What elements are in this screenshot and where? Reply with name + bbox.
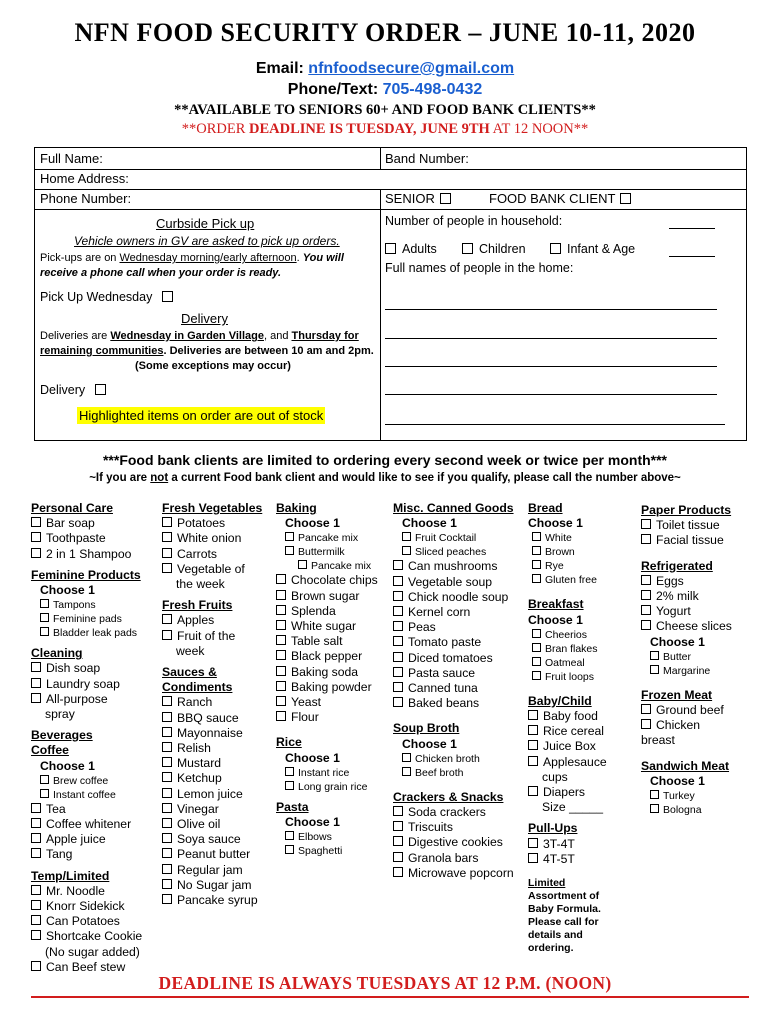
limited-text: Baby Formula. <box>528 903 601 916</box>
section-cleaning: Cleaning <box>31 646 83 661</box>
list-item[interactable]: 2% milk <box>641 589 759 604</box>
list-item[interactable]: Chick noodle soup <box>393 590 527 605</box>
list-item-cont: breast <box>641 733 675 748</box>
children-option[interactable] <box>462 242 526 256</box>
footer-deadline: DEADLINE IS ALWAYS TUESDAYS AT 12 P.M. (NOON) <box>158 973 612 993</box>
food-bank-option[interactable] <box>489 191 631 206</box>
food-bank-label: FOOD BANK CLIENT <box>489 191 616 206</box>
list-item[interactable]: Spaghetti <box>276 844 388 858</box>
delivery-exceptions: (Some exceptions may occur) <box>135 360 291 372</box>
list-item[interactable]: Baking powder <box>276 680 388 695</box>
list-item[interactable]: Bran flakes <box>528 642 638 656</box>
list-item[interactable]: Peas <box>393 620 527 635</box>
diaper-size-field[interactable]: Size _____ <box>542 800 603 815</box>
delivery-option[interactable] <box>40 383 106 397</box>
column-2 <box>162 501 274 908</box>
list-item[interactable]: Chicken broth <box>393 752 527 766</box>
delivery-label: Delivery <box>40 383 86 397</box>
list-item[interactable]: Flour <box>276 710 388 725</box>
list-item[interactable]: Brown sugar <box>276 589 388 604</box>
pickup-time: Wednesday morning/early afternoon <box>119 252 297 264</box>
delivery-hours: . Deliveries are between 10 am and 2pm. <box>163 345 374 357</box>
section-coffee: Coffee <box>31 743 69 758</box>
limit-notice: ***Food bank clients are limited to ordering every second week or twice per month*** <box>102 452 668 468</box>
email-label: Email: <box>255 60 304 77</box>
list-item[interactable]: Vinegar <box>162 802 274 817</box>
list-item[interactable]: Buttermilk <box>276 545 388 559</box>
list-item[interactable]: Yeast <box>276 695 388 710</box>
full-name-field[interactable]: Full Name: <box>40 151 103 166</box>
list-item[interactable]: Pancake syrup <box>162 893 274 908</box>
list-item[interactable]: Yogurt <box>641 604 759 619</box>
list-item[interactable]: Long grain rice <box>276 780 388 794</box>
deadline-bold: DEADLINE IS TUESDAY, JUNE 9TH <box>249 121 490 137</box>
list-item[interactable]: Bladder leak pads <box>31 626 159 640</box>
list-item[interactable]: Black pepper <box>276 649 388 664</box>
list-item[interactable]: Baby food <box>528 709 638 724</box>
section-sandwich-meat: Sandwich Meat <box>641 758 730 773</box>
list-item[interactable]: Ketchup <box>162 771 274 786</box>
deadline-prefix: **ORDER <box>181 121 250 137</box>
senior-label: SENIOR <box>385 191 435 206</box>
list-item[interactable]: Rye <box>528 559 638 573</box>
list-item[interactable]: Sliced peaches <box>393 545 527 559</box>
full-names-label: Full names of people in the home: <box>385 261 574 275</box>
household-count-label: Number of people in household: <box>385 214 563 228</box>
section-limited: Limited <box>528 877 566 890</box>
list-item[interactable]: Relish <box>162 741 274 756</box>
list-item[interactable]: Fruit Cocktail <box>393 531 527 545</box>
list-item[interactable]: All-purpose <box>31 692 159 707</box>
section-refrigerated: Refrigerated <box>641 558 713 573</box>
list-item[interactable]: Laundry soap <box>31 677 159 692</box>
choose-one: Choose 1 <box>285 516 340 531</box>
delivery-thursday: Thursday for remaining communities <box>40 330 359 357</box>
list-item[interactable]: Beef broth <box>393 766 527 780</box>
qualify-notice <box>0 472 770 484</box>
list-item[interactable]: Cheerios <box>528 628 638 642</box>
adults-label: Adults <box>402 242 437 256</box>
list-item[interactable]: White sugar <box>276 619 388 634</box>
delivery-text: Deliveries are <box>40 330 111 342</box>
adults-option[interactable] <box>385 242 437 256</box>
list-item-cont: cups <box>542 769 568 784</box>
list-item[interactable]: Rice cereal <box>528 724 638 739</box>
food-bank-checkbox[interactable] <box>620 193 631 204</box>
list-item[interactable]: Mr. Noodle <box>31 884 159 899</box>
infant-option[interactable] <box>550 242 635 256</box>
list-item[interactable]: Digestive cookies <box>393 835 527 850</box>
list-item[interactable]: Cheese slices <box>641 619 759 634</box>
list-item[interactable]: Tomato paste <box>393 635 527 650</box>
infant-checkbox[interactable] <box>550 243 561 254</box>
list-item[interactable]: Microwave popcorn <box>393 866 527 881</box>
pickup-callback: You will receive a phone call when your order is ready. <box>40 252 344 279</box>
section-condiments: Condiments <box>162 680 233 695</box>
list-item[interactable]: BBQ sauce <box>162 711 274 726</box>
list-item[interactable]: Toothpaste <box>31 531 159 546</box>
section-pasta: Pasta <box>276 799 309 814</box>
list-item[interactable]: Olive oil <box>162 817 274 832</box>
list-item[interactable]: Applesauce <box>528 755 638 770</box>
page-title: NFN FOOD SECURITY ORDER – JUNE 10-11, 2020 <box>74 18 696 47</box>
section-pull-ups: Pull-Ups <box>528 821 578 836</box>
choose-one: Choose 1 <box>528 516 583 531</box>
list-item[interactable]: Facial tissue <box>641 533 759 548</box>
qualify-post: a current Food bank client and would like to see if you qualify, please call the number above~ <box>168 472 681 484</box>
list-item[interactable]: Margarine <box>641 664 759 678</box>
list-item[interactable]: Eggs <box>641 574 759 589</box>
list-item[interactable]: Baking soda <box>276 665 388 680</box>
list-item[interactable]: Brew coffee <box>31 774 159 788</box>
section-paper-products: Paper Products <box>641 503 732 517</box>
home-address-field[interactable]: Home Address: <box>40 171 129 186</box>
list-item[interactable]: Diced tomatoes <box>393 651 527 666</box>
choose-one: Choose 1 <box>402 736 457 751</box>
phone-number: 705-498-0432 <box>382 81 483 98</box>
list-item[interactable]: Coffee whitener <box>31 817 159 832</box>
delivery-sep: , and <box>263 330 292 342</box>
name-line[interactable] <box>385 424 725 425</box>
pickup-info <box>40 251 365 281</box>
list-item[interactable]: Shortcake Cookie <box>31 929 159 944</box>
list-item[interactable]: Fruit of the <box>162 629 274 644</box>
choose-one: Choose 1 <box>285 750 340 765</box>
list-item[interactable]: Knorr Sidekick <box>31 899 159 914</box>
list-item[interactable]: Soda crackers <box>393 805 527 820</box>
children-label: Children <box>479 242 526 256</box>
choose-one: Choose 1 <box>285 815 340 830</box>
list-item[interactable]: Lemon juice <box>162 787 274 802</box>
choose-one: Choose 1 <box>40 583 95 598</box>
section-soup-broth: Soup Broth <box>393 721 460 736</box>
list-item[interactable]: White <box>528 531 638 545</box>
pickup-wednesday-checkbox[interactable] <box>162 291 173 302</box>
list-item[interactable]: Dish soap <box>31 661 159 676</box>
list-item[interactable]: Tang <box>31 847 159 862</box>
list-item[interactable]: Chocolate chips <box>276 573 388 588</box>
list-item[interactable]: Juice Box <box>528 739 638 754</box>
list-item[interactable]: Instant rice <box>276 766 388 780</box>
list-item-cont-text: Pancake mix <box>311 560 372 573</box>
name-line[interactable] <box>385 338 717 339</box>
section-fresh-fruits: Fresh Fruits <box>162 598 233 613</box>
choose-one: Choose 1 <box>650 773 705 788</box>
list-item[interactable]: 3T-4T <box>528 837 638 852</box>
email-line <box>0 60 770 78</box>
section-temp-limited: Temp/Limited <box>31 868 110 883</box>
list-item[interactable]: Can Potatoes <box>31 914 159 929</box>
list-item[interactable]: Pasta sauce <box>393 666 527 681</box>
list-item[interactable]: Splenda <box>276 604 388 619</box>
list-item[interactable]: Potatoes <box>162 516 274 531</box>
senior-option[interactable] <box>385 191 451 206</box>
list-item[interactable]: Instant coffee <box>31 788 159 802</box>
section-baby-child: Baby/Child <box>528 693 592 708</box>
list-item[interactable]: White onion <box>162 531 274 546</box>
list-item[interactable]: Triscuits <box>393 820 527 835</box>
list-item-cont: week <box>176 643 205 658</box>
list-item-cont: spray <box>45 707 75 722</box>
section-personal-care: Personal Care <box>31 501 113 515</box>
name-line[interactable] <box>385 309 717 310</box>
section-crackers-snacks: Crackers & Snacks <box>393 789 504 804</box>
list-item[interactable]: Fruit loops <box>528 670 638 684</box>
list-item[interactable]: Regular jam <box>162 863 274 878</box>
pickup-sep: . <box>296 252 303 264</box>
curbside-note: Vehicle owners in GV are asked to pick up orders. <box>74 234 340 248</box>
phone-line <box>0 81 770 99</box>
delivery-gv: Wednesday in Garden Village <box>110 330 264 342</box>
section-baking: Baking <box>276 501 317 515</box>
client-info-form <box>34 147 747 441</box>
list-item[interactable]: Kernel corn <box>393 605 527 620</box>
infant-label: Infant & Age <box>567 242 636 256</box>
curbside-title: Curbside Pick up <box>156 216 255 231</box>
list-item[interactable]: Diapers <box>528 785 638 800</box>
email-link[interactable]: nfnfoodsecure@gmail.com <box>308 60 515 77</box>
section-beverages: Beverages <box>31 728 93 743</box>
phone-label: Phone/Text: <box>287 81 379 98</box>
list-item[interactable]: Toilet tissue <box>641 518 759 533</box>
list-item[interactable]: Mustard <box>162 756 274 771</box>
list-item[interactable]: Feminine pads <box>31 612 159 626</box>
list-item[interactable]: Carrots <box>162 547 274 562</box>
column-1 <box>31 501 159 975</box>
qualify-pre: ~If you are <box>89 472 151 484</box>
list-item[interactable]: Tea <box>31 802 159 817</box>
limited-text: details and <box>528 929 583 942</box>
choose-one: Choose 1 <box>40 758 95 773</box>
list-item[interactable]: Elbows <box>276 830 388 844</box>
list-item-cont <box>276 559 388 573</box>
pickup-wednesday-option[interactable] <box>40 290 173 304</box>
available-notice: **AVAILABLE TO SENIORS 60+ AND FOOD BANK CLIENTS** <box>174 102 596 118</box>
section-frozen-meat: Frozen Meat <box>641 687 713 702</box>
list-item[interactable]: Bar soap <box>31 516 159 531</box>
name-line[interactable] <box>385 394 717 395</box>
list-item[interactable]: Canned tuna <box>393 681 527 696</box>
list-item-cont: (No sugar added) <box>45 944 140 959</box>
deadline-suffix: AT 12 NOON** <box>489 121 589 137</box>
list-item[interactable]: Peanut butter <box>162 847 274 862</box>
list-item[interactable]: No Sugar jam <box>162 878 274 893</box>
list-item[interactable]: Pancake mix <box>276 531 388 545</box>
list-item[interactable]: 4T-5T <box>528 852 638 867</box>
list-item[interactable]: Vegetable soup <box>393 575 527 590</box>
list-item[interactable]: Soya sauce <box>162 832 274 847</box>
column-4 <box>393 501 527 881</box>
qualify-not: not <box>150 472 169 484</box>
limited-text: Assortment of <box>528 890 600 903</box>
section-bread: Bread <box>528 501 563 515</box>
list-item[interactable]: Vegetable of <box>162 562 274 577</box>
column-6 <box>641 503 759 817</box>
list-item[interactable]: Granola bars <box>393 851 527 866</box>
choose-one: Choose 1 <box>650 634 705 649</box>
order-deadline <box>0 121 770 138</box>
pickup-text: Pick-ups are on <box>40 252 120 264</box>
name-line[interactable] <box>385 366 717 367</box>
phone-number-field[interactable]: Phone Number: <box>40 191 132 206</box>
section-breakfast: Breakfast <box>528 597 584 612</box>
section-sauces: Sauces & <box>162 665 217 680</box>
list-item[interactable]: Ground beef <box>641 703 759 718</box>
column-3 <box>276 501 388 858</box>
band-number-field[interactable]: Band Number: <box>385 151 469 166</box>
senior-checkbox[interactable] <box>440 193 451 204</box>
adults-checkbox[interactable] <box>385 243 396 254</box>
list-item[interactable]: Brown <box>528 545 638 559</box>
list-item[interactable]: Apple juice <box>31 832 159 847</box>
list-item[interactable]: Ranch <box>162 695 274 710</box>
limited-text: Please call for <box>528 916 599 929</box>
out-of-stock-note: Highlighted items on order are out of stock <box>79 408 324 423</box>
section-rice: Rice <box>276 735 302 750</box>
choose-one: Choose 1 <box>528 612 583 627</box>
list-item[interactable]: Butter <box>641 650 759 664</box>
delivery-info <box>40 329 375 359</box>
pickup-wednesday-label: Pick Up Wednesday <box>40 290 153 304</box>
list-item[interactable]: Chicken <box>641 718 759 733</box>
section-fresh-vegetables: Fresh Vegetables <box>162 501 263 515</box>
choose-one: Choose 1 <box>402 516 457 531</box>
list-item[interactable]: Table salt <box>276 634 388 649</box>
footer-rule <box>31 996 749 998</box>
column-5 <box>528 501 638 955</box>
children-checkbox[interactable] <box>462 243 473 254</box>
list-item[interactable]: Can mushrooms <box>393 559 527 574</box>
list-item[interactable]: Mayonnaise <box>162 726 274 741</box>
delivery-checkbox[interactable] <box>95 384 106 395</box>
section-feminine-products: Feminine Products <box>31 567 141 582</box>
limited-text: ordering. <box>528 942 574 955</box>
delivery-title: Delivery <box>181 311 228 326</box>
list-item[interactable]: Can Beef stew <box>31 960 159 975</box>
list-item[interactable]: Oatmeal <box>528 656 638 670</box>
list-item[interactable]: Gluten free <box>528 573 638 587</box>
list-item[interactable]: 2 in 1 Shampoo <box>31 547 159 562</box>
list-item[interactable]: Baked beans <box>393 696 527 711</box>
list-item[interactable]: Tampons <box>31 598 159 612</box>
list-item-cont: the week <box>176 577 225 592</box>
list-item[interactable]: Bologna <box>641 803 759 817</box>
list-item[interactable]: Apples <box>162 613 274 628</box>
section-misc-canned: Misc. Canned Goods <box>393 501 514 515</box>
list-item[interactable]: Turkey <box>641 789 759 803</box>
